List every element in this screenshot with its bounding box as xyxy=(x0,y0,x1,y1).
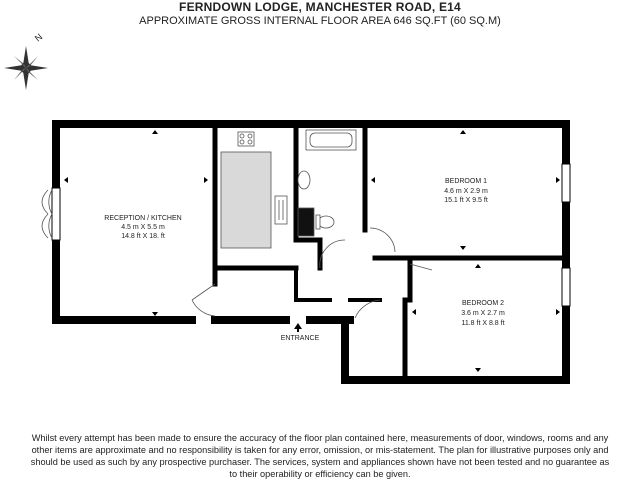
bedroom1-name: BEDROOM 1 xyxy=(444,178,488,185)
disclaimer-line-1: Whilst every attempt has been made to ensure the accuracy of the floor plan contained here, measurements of door, windows, rooms and any xyxy=(31,433,609,443)
disclaimer-line-3: should be used as such by any prospective purchaser. The services, system and appliances shown have not been tested and no guarantee as xyxy=(30,457,610,467)
bedroom2-imperial: 11.8 ft X 8.8 ft xyxy=(461,320,505,327)
bedroom1-imperial: 15.1 ft X 9.5 ft xyxy=(444,197,488,204)
bedroom2-metric: 3.6 m X 2.7 m xyxy=(461,310,505,317)
kitchen-fixtures xyxy=(221,132,287,248)
entrance-label: ENTRANCE xyxy=(280,335,320,342)
disclaimer-text xyxy=(0,432,640,480)
compass-rose-icon xyxy=(4,46,48,90)
disclaimer-line-4: to their operability or efficiency can be given. xyxy=(229,469,411,479)
entrance-arrow-icon xyxy=(294,323,302,332)
floor-plan-title: FERNDOWN LODGE, MANCHESTER ROAD, E14 xyxy=(179,0,461,14)
reception-kitchen-name: RECEPTION / KITCHEN xyxy=(104,215,182,222)
reception-kitchen-imperial: 14.8 ft X 18. ft xyxy=(121,233,165,240)
reception-kitchen-metric: 4.5 m X 5.5 m xyxy=(121,224,165,231)
bedroom1-metric: 4.6 m X 2.9 m xyxy=(444,188,488,195)
bathroom-fixtures xyxy=(298,130,356,236)
bedroom2-name: BEDROOM 2 xyxy=(461,300,505,307)
disclaimer-line-2: other items are approximate and no responsibility is taken for any error, omission, or mis-statement. The plan for illustrative purposes only and xyxy=(31,445,609,455)
french-doors xyxy=(42,190,52,238)
compass-north-label: N xyxy=(32,31,45,44)
floor-area-subtitle: APPROXIMATE GROSS INTERNAL FLOOR AREA 646 SQ.FT (60 SQ.M) xyxy=(139,15,501,27)
